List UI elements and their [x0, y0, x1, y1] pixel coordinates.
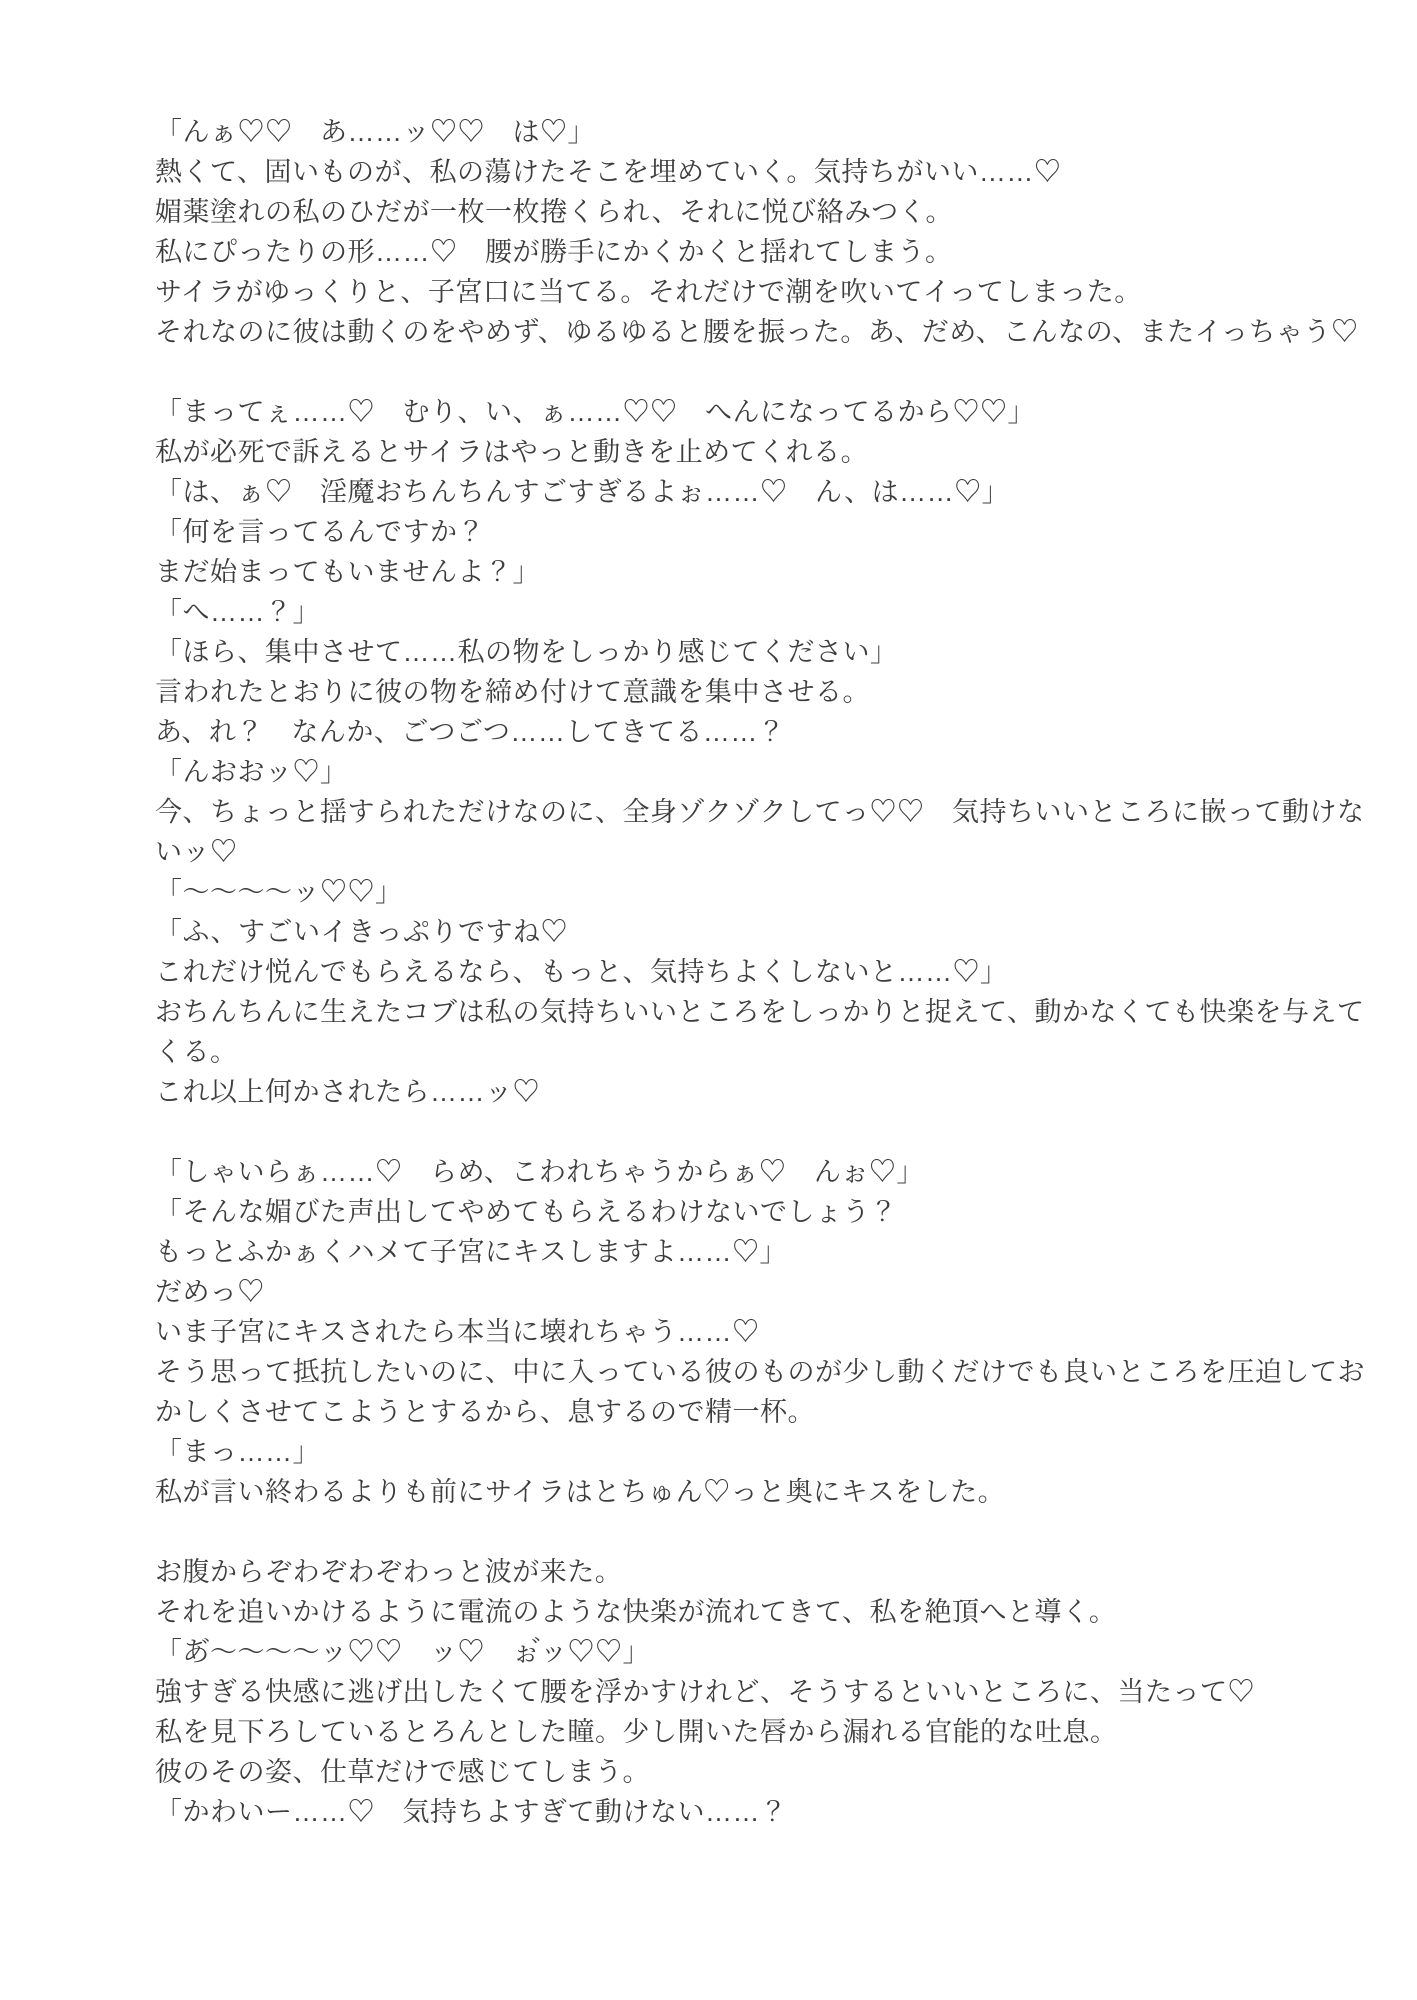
text-line: 強すぎる快感に逃げ出したくて腰を浮かすけれど、そうするといいところに、当たって♡: [155, 1677, 1255, 1707]
text-line: 「しゃいらぁ……♡ らめ、こわれちゃうからぁ♡ んぉ♡」: [155, 1157, 924, 1187]
text-line: おちんちんに生えたコブは私の気持ちいいところをしっかりと捉えて、動かなくても快楽を与えて: [155, 997, 1365, 1027]
text-line: あ、れ？ なんか、ごつごつ……してきてる……？: [155, 717, 786, 747]
text-line: 「ほら、集中させて……私の物をしっかり感じてください」: [155, 637, 898, 667]
text-line: それを追いかけるように電流のような快楽が流れてきて、私を絶頂へと導く。: [155, 1597, 1117, 1627]
text-line: 「ふ、すごいイきっぷりですね♡: [155, 917, 569, 947]
blank-line: [155, 1512, 1305, 1552]
text-line: 「へ……？」: [155, 597, 320, 627]
text-line: 私にぴったりの形……♡ 腰が勝手にかくかくと揺れてしまう。: [155, 237, 953, 267]
text-line: 言われたとおりに彼の物を締め付けて意識を集中させる。: [155, 677, 870, 707]
text-line: かしくさせてこようとするから、息するので精一杯。: [155, 1397, 815, 1427]
text-line: 「〜〜〜〜ッ♡♡」: [155, 877, 403, 907]
text-line: そう思って抵抗したいのに、中に入っている彼のものが少し動くだけでも良いところを圧迫してお: [155, 1357, 1365, 1387]
text-line: 「かわいー……♡ 気持ちよすぎて動けない……？: [155, 1797, 788, 1827]
text-line: お腹からぞわぞわぞわっと波が来た。: [155, 1557, 623, 1587]
text-line: いッ♡: [155, 837, 238, 867]
text-line: 媚薬塗れの私のひだが一枚一枚捲くられ、それに悦び絡みつく。: [155, 197, 954, 227]
text-line: くる。: [155, 1037, 238, 1067]
text-line: 熱くて、固いものが、私の蕩けたそこを埋めていく。気持ちがいい……♡: [155, 157, 1062, 187]
text-line: 私を見下ろしているとろんとした瞳。少し開いた唇から漏れる官能的な吐息。: [155, 1717, 1118, 1747]
text-line: これ以上何かされたら……ッ♡: [155, 1077, 540, 1107]
text-line: いま子宮にキスされたら本当に壊れちゃう……♡: [155, 1317, 760, 1347]
text-line: もっとふかぁくハメて子宮にキスしますよ……♡」: [155, 1237, 787, 1267]
text-line: 「は、ぁ♡ 淫魔おちんちんすごすぎるよぉ……♡ ん、は……♡」: [155, 477, 1010, 507]
text-line: 「何を言ってるんですか？: [155, 517, 485, 547]
text-line: 今、ちょっと揺すられただけなのに、全身ゾクゾクしてっ♡♡ 気持ちいいところに嵌って動けな: [155, 797, 1365, 827]
text-line: 私が必死で訴えるとサイラはやっと動きを止めてくれる。: [155, 437, 869, 467]
text-line: 「んおおッ♡」: [155, 757, 348, 787]
text-line: 「まってぇ……♡ むり、い、ぁ……♡♡ へんになってるから♡♡」: [155, 397, 1035, 427]
text-line: だめっ♡: [155, 1277, 265, 1307]
text-line: 「んぁ♡♡ あ……ッ♡♡ は♡」: [155, 117, 595, 147]
blank-line: [155, 352, 1305, 392]
text-line: それなのに彼は動くのをやめず、ゆるゆると腰を振った。あ、だめ、こんなの、またイっちゃう♡: [155, 317, 1359, 347]
text-line: 私が言い終わるよりも前にサイラはとちゅん♡っと奥にキスをした。: [155, 1477, 1006, 1507]
blank-line: [155, 1112, 1305, 1152]
text-line: 「まっ……」: [155, 1437, 320, 1467]
text-line: これだけ悦んでもらえるなら、もっと、気持ちよくしないと……♡」: [155, 957, 1008, 987]
text-line: まだ始まってもいませんよ？」: [155, 557, 540, 587]
text-line: サイラがゆっくりと、子宮口に当てる。それだけで潮を吹いてイってしまった。: [155, 277, 1142, 307]
text-line: 彼のその姿、仕草だけで感じてしまう。: [155, 1757, 650, 1787]
story-text-block: [155, 112, 1365, 1832]
text-line: 「あ゙〜〜〜〜ッ♡♡ ッ♡ ぉ゙ッ♡♡」: [155, 1637, 650, 1667]
text-line: 「そんな媚びた声出してやめてもらえるわけないでしょう？: [155, 1197, 898, 1227]
